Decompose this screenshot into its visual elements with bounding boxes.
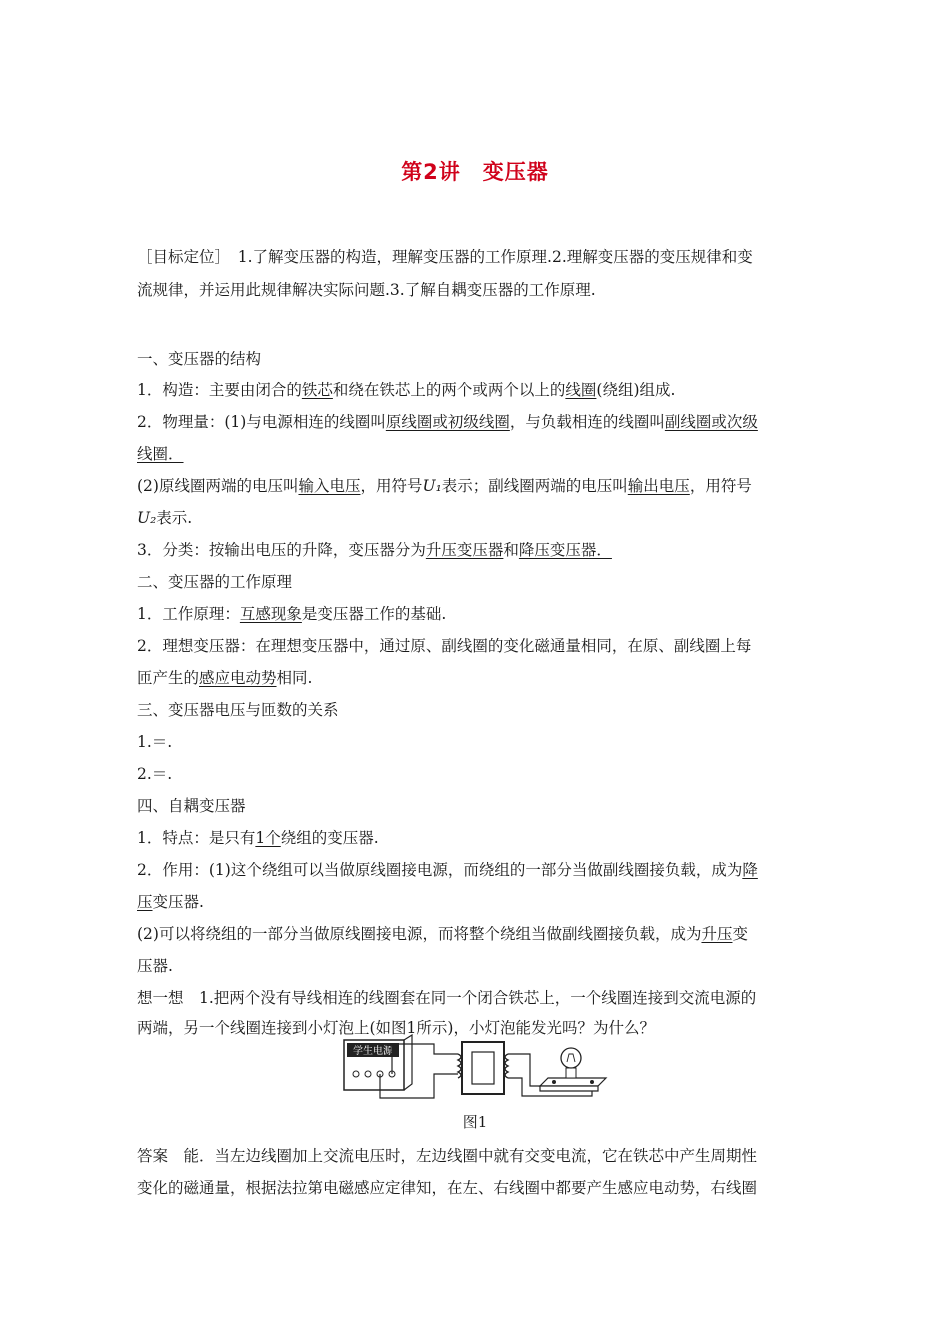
quantity-line-2: 线圈．: [137, 445, 184, 463]
function-line-3: (2)可以将绕组的一部分当做原线圈接电源，而将整个绕组当做副线圈接负载，成为升压变: [137, 925, 748, 943]
question-line-1: 想一想 1.把两个没有导线相连的线圈套在同一个闭合铁芯上，一个线圈连接到交流电源的: [137, 989, 757, 1007]
function-line-2: 压变压器.: [137, 893, 204, 911]
figure-caption: 图1: [462, 1113, 488, 1131]
feature-line: 1．特点：是只有1个绕组的变压器.: [137, 829, 379, 847]
ideal-line-1: 2．理想变压器：在理想变压器中，通过原、副线圈的变化磁通量相同，在原、副线圈上每: [137, 637, 752, 655]
relation-2: 2.＝.: [137, 765, 173, 783]
voltage-line-1: (2)原线圈两端的电压叫输入电压，用符号U₁表示；副线圈两端的电压叫输出电压，用符号: [137, 477, 752, 495]
function-line-1: 2．作用：(1)这个绕组可以当做原线圈接电源，而绕组的一部分当做副线圈接负载，成为降: [137, 861, 758, 879]
section-1-heading: 一、变压器的结构: [137, 350, 262, 368]
construction-line: 1．构造：主要由闭合的铁芯和绕在铁芯上的两个或两个以上的线圈(绕组)组成.: [137, 381, 676, 399]
classification-line: 3．分类：按输出电压的升降，变压器分为升压变压器和降压变压器．: [137, 541, 612, 559]
light-bulb: [540, 1048, 606, 1091]
ideal-line-2: 匝产生的感应电动势相同.: [137, 669, 313, 687]
transformer-circuit-figure: [330, 1034, 620, 1104]
page-title: 第2讲 变压器: [401, 160, 549, 184]
relation-1: 1.＝.: [137, 733, 173, 751]
voltage-line-2: U₂表示.: [137, 509, 193, 527]
question-line-2: 两端，另一个线圈连接到小灯泡上(如图1所示)，小灯泡能发光吗？为什么？: [137, 1019, 655, 1037]
goal-line-1: ［目标定位］ 1.了解变压器的构造，理解变压器的工作原理.2.理解变压器的变压规律和变: [137, 248, 753, 266]
goal-line-2: 流规律，并运用此规律解决实际问题.3.了解自耦变压器的工作原理.: [137, 281, 596, 299]
power-supply-label: 学生电源: [353, 1046, 393, 1057]
answer-line-1: 答案 能．当左边线圈加上交流电压时，左边线圈中就有交变电流，它在铁芯中产生周期性: [137, 1147, 758, 1165]
section-2-heading: 二、变压器的工作原理: [137, 573, 293, 591]
section-4-heading: 四、自耦变压器: [137, 797, 246, 815]
answer-line-2: 变化的磁通量，根据法拉第电磁感应定律知，在左、右线圈中都要产生感应电动势，右线圈: [137, 1179, 758, 1197]
power-supply: [344, 1035, 412, 1090]
function-line-4: 压器.: [137, 957, 173, 975]
principle-line: 1．工作原理：互感现象是变压器工作的基础.: [137, 605, 447, 623]
transformer-core: [458, 1042, 508, 1094]
section-3-heading: 三、变压器电压与匝数的关系: [137, 701, 339, 719]
quantity-line-1: 2．物理量：(1)与电源相连的线圈叫原线圈或初级线圈，与负载相连的线圈叫副线圈或次级: [137, 413, 758, 431]
